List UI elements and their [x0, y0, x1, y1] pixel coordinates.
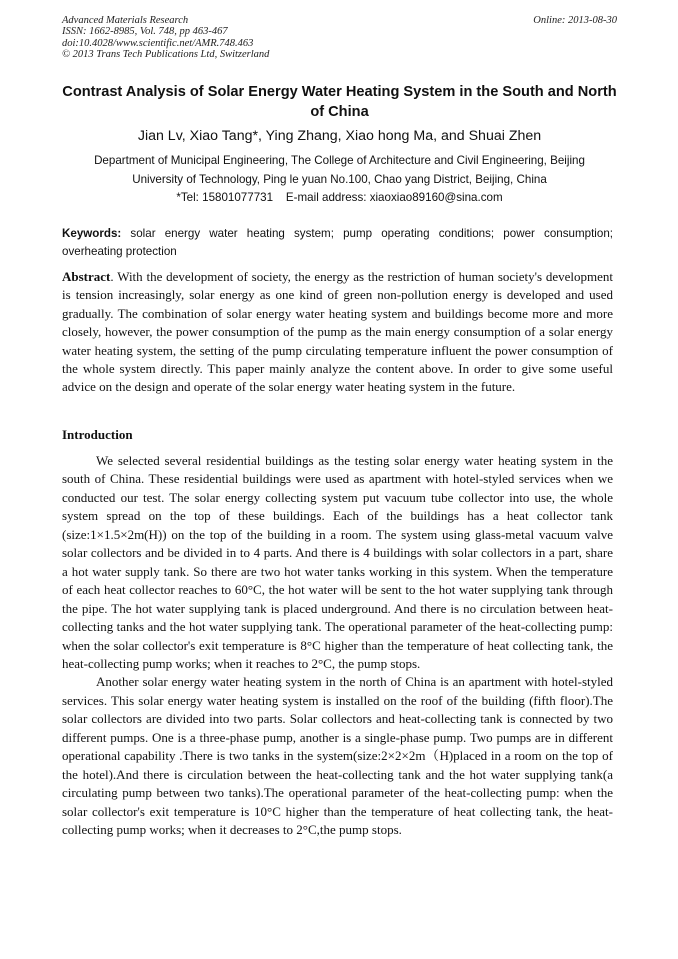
introduction-paragraph-2: Another solar energy water heating system in the north of China is an apartment with hotel-styled services. This solar energy water heating system is installed on the roof of the building (fifth floor).The solar collectors are divided into two parts. Solar collectors and heat-collecting tank is connected by two different pumps. One is a three-phase pump, another is a single-phase pump. Two pumps are in different operational capability .There is two tanks in the system(size:2×2×2m（H)placed in a room on the top of the hotel).And there is circulation between the heat-collecting tank and the hot water supplying tank(a circulating pump between two tanks).The operational parameter of the heat-collecting pump: when the solar collector's exit temperature is 10°C higher than the temperature of heat collecting tank, the heat-collecting pump works; when it decreases to 2°C,the pump stops. [62, 674, 613, 838]
copyright-line: © 2013 Trans Tech Publications Ltd, Switzerland [62, 48, 270, 60]
online-date: Online: 2013-08-30 [533, 15, 617, 26]
affiliation-line-1: Department of Municipal Engineering, The College of Architecture and Civil Engineering, Beijing [94, 154, 585, 167]
abstract-block [62, 268, 613, 397]
issn-line: ISSN: 1662-8985, Vol. 748, pp 463-467 [62, 26, 228, 38]
contact-line: *Tel: 15801077731 E-mail address: xiaoxiao89160@sina.com [176, 191, 503, 204]
abstract-label: Abstract [62, 269, 111, 284]
introduction-heading: Introduction [62, 427, 133, 442]
keywords-block [62, 225, 613, 260]
doi-line: doi:10.4028/www.scientific.net/AMR.748.463 [62, 37, 254, 49]
journal-header [62, 15, 617, 60]
paper-title: Contrast Analysis of Solar Energy Water Heating System in the South and North of China [62, 84, 617, 120]
affiliation-line-2: University of Technology, Ping le yuan No.100, Chao yang District, Beijing, China [132, 172, 547, 186]
abstract-text: . With the development of society, the energy as the restriction of human society's development is tension increasingly, solar energy as one kind of green non-pollution energy is developed and used gradually. The combination of solar energy water heating system and buildings become more and more closely, however, the power consumption of the pump as the main energy consumption of a solar energy water heating system, the setting of the pump circulating temperature influent the power consumption of the whole system directly. This paper mainly analyze the content above. In order to give some useful advice on the design and operate of the solar energy water heating system in the future. [62, 269, 613, 395]
affiliation [62, 152, 617, 208]
author-list: Jian Lv, Xiao Tang*, Ying Zhang, Xiao hong Ma, and Shuai Zhen [137, 128, 542, 144]
introduction-body [62, 452, 613, 840]
journal-name: Advanced Materials Research [62, 15, 189, 26]
introduction-paragraph-1: We selected several residential buildings as the testing solar energy water heating system in the south of China. These residential buildings were used as apartment with hotel-styled services when we conducted our test. The solar energy collecting system put vacuum tube collector into use, the whole system spread on the top of these buildings. Each of the buildings has a heat collector tank (size:1×1.5×2m(H)) on the top of the building in a room. The system using glass-metal vacuum valve solar collectors and be divided in to 4 parts. And there is 4 buildings with solar collectors in a part, share a hot water supply tank. So there are two hot water tanks working in this system. When the temperature of each heat collector reaches to 60°C, the hot water will be sent to the hot water supplying tank through the pipe. The hot water supplying tank is placed underground. And there is no circulation between heat-collecting tanks and the hot water supplying tank. The operational parameter of the heat-collecting pump: when the solar collector's exit temperature is 8°C higher than the temperature of heat collecting tank, the heat-collecting pump works; when it reaches to 2°C, the pump stops. [62, 453, 613, 671]
keywords-text: solar energy water heating system; pump operating conditions; power consumption; overheating protection [62, 227, 613, 258]
keywords-label: Keywords: [62, 227, 122, 240]
